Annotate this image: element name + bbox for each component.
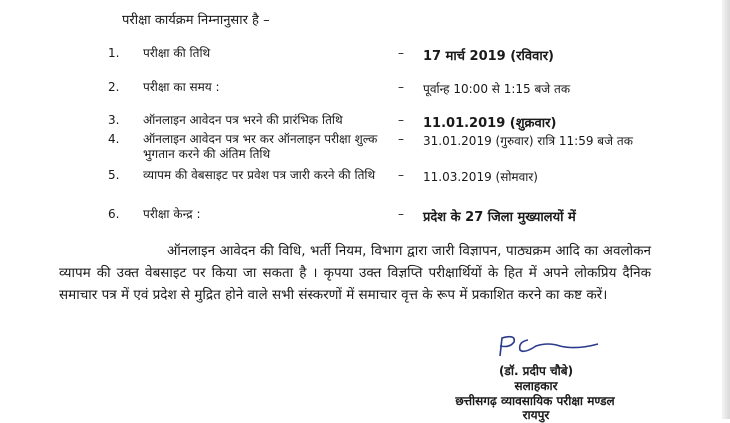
signatory-designation: सलाहकार xyxy=(514,379,558,393)
row-number: 4. xyxy=(108,132,120,146)
row-label: परीक्षा केन्द्र : xyxy=(143,207,201,221)
row-value: 17 मार्च 2019 (रविवार) xyxy=(423,49,554,64)
row-value: 31.01.2019 (गुरुवार) रात्रि 11:59 बजे तक xyxy=(423,134,633,148)
row-label: व्यापम की वेबसाइट पर प्रवेश पत्र जारी करने की तिथि xyxy=(143,168,376,182)
row-label: परीक्षा की तिथि xyxy=(143,46,211,60)
row-value: प्रदेश के 27 जिला मुख्यालयों में xyxy=(423,210,576,225)
notice-paragraph xyxy=(59,240,651,306)
row-dash: – xyxy=(398,80,404,94)
row-number: 1. xyxy=(108,46,120,60)
signatory-organization: छत्तीसगढ़ व्यावसायिक परीक्षा मण्डल xyxy=(455,394,615,408)
row-number: 6. xyxy=(108,207,120,221)
schedule-intro: परीक्षा कार्यक्रम निम्नानुसार है – xyxy=(122,13,270,28)
row-value: 11.01.2019 (शुक्रवार) xyxy=(423,116,557,131)
row-label: ऑनलाइन आवेदन पत्र भरने की प्रारंभिक तिथि xyxy=(143,113,343,127)
signatory-city: रायपुर xyxy=(522,408,550,422)
row-label: परीक्षा का समय : xyxy=(143,80,220,94)
row-number: 2. xyxy=(108,80,120,94)
page-edge xyxy=(722,0,730,419)
row-value: 11.03.2019 (सोमवार) xyxy=(423,170,538,184)
signature-image xyxy=(488,332,618,360)
row-dash: – xyxy=(398,207,404,221)
row-dash: – xyxy=(398,46,404,60)
row-dash: – xyxy=(398,113,404,127)
row-value: पूर्वान्ह 10:00 से 1:15 बजे तक xyxy=(423,82,571,96)
paragraph-text: ऑनलाइन आवेदन की विधि, भर्ती नियम, विभाग द्वारा जारी विज्ञापन, पाठ्यक्रम आदि का अवलोकन व्यापम की उक्त वेबसाइट पर किया जा सकता है । कृपया उक्त विज्ञप्ति परीक्षार्थियों के हित में अपने लोकप्रिय दैनिक समाचार पत्र में एवं प्रदेश से मुद्रित होने वाले सभी संस्करणों में समाचार वृत्त के रूप में प्रकाशित करने का कष्ट करें। xyxy=(59,243,651,303)
row-number: 3. xyxy=(108,113,120,127)
row-number: 5. xyxy=(108,168,120,182)
signatory-name: (डॉ. प्रदीप चौबे) xyxy=(498,364,574,378)
row-label: ऑनलाइन आवेदन पत्र भर कर ऑनलाइन परीक्षा शुल्क भुगतान करने की अंतिम तिथि xyxy=(143,132,378,161)
row-dash: – xyxy=(398,168,404,182)
row-dash: – xyxy=(398,132,404,146)
